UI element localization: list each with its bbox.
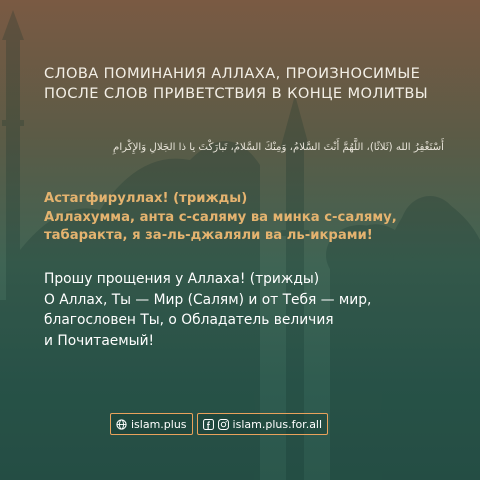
social-badge[interactable] [197,413,329,435]
website-badge[interactable] [110,413,193,435]
arabic-text: أَسْتَغْفِرُ الله (ثَلاثًا)، اللَّهُمَّ أَنْتَ السَّلامُ، وَمِنْكَ السَّلامُ، تَبارَكْتَ يا ذا الجَلالِ وَالإِكْرامِ [113,142,444,153]
translation-line: и Почитаемый! [44,332,155,349]
translation-block [44,269,454,351]
footer-badges [110,413,328,435]
transliteration-line: табаракта, я за-ль-джаляли ва ль-икрами! [44,228,373,243]
transliteration-block [44,190,454,246]
translation-line: Прошу прощения у Аллаха! (трижды) [44,271,320,287]
website-label: islam.plus [131,417,187,431]
transliteration-line: Астагфируллах! (трижды) [44,191,248,206]
transliteration-line: Аллахумма, анта с-саляму ва минка с-саляму, [44,209,397,225]
instagram-icon [218,419,229,430]
translation-line: О Аллах, Ты — Мир (Салям) и от Тебя — мир, [44,291,372,308]
page-title [44,64,444,104]
globe-icon [116,419,127,430]
facebook-icon [203,419,214,430]
social-label: islam.plus.for.all [232,417,323,431]
title-line: СЛОВА ПОМИНАНИЯ АЛЛАХА, ПРОИЗНОСИМЫЕ [44,65,421,82]
title-line: ПОСЛЕ СЛОВ ПРИВЕТСТВИЯ В КОНЦЕ МОЛИТВЫ [44,85,429,102]
translation-line: благословен Ты, о Обладатель величия [44,312,334,328]
